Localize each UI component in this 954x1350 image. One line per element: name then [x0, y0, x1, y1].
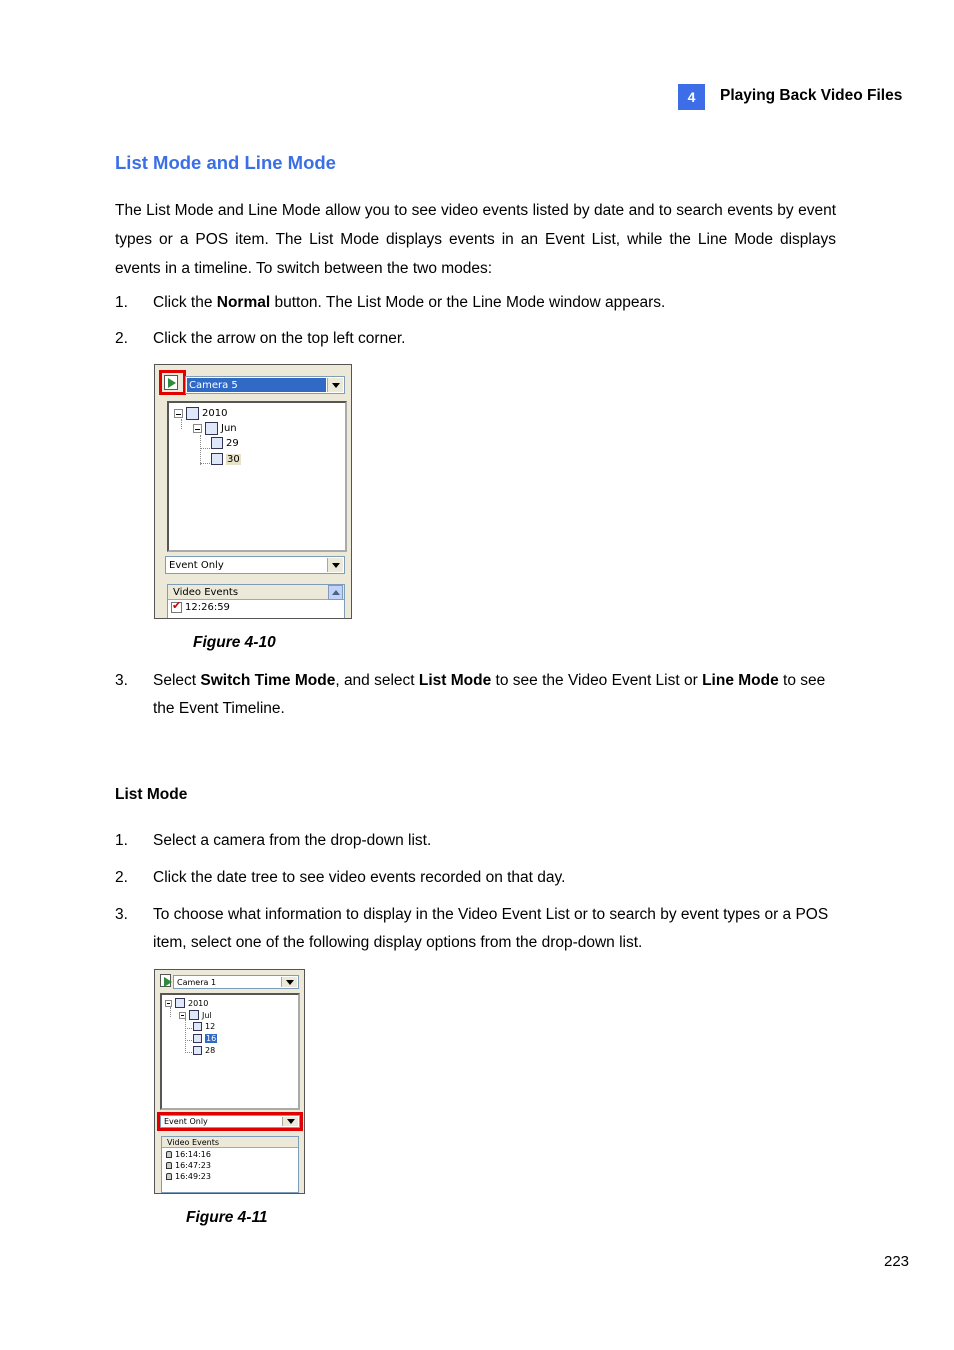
- chevron-down-icon[interactable]: [327, 378, 343, 392]
- camera-dropdown-value: Camera 5: [187, 378, 326, 392]
- tree-year[interactable]: 2010: [174, 407, 227, 420]
- list-item[interactable]: ✔ 12:26:59: [171, 602, 230, 613]
- subsection-title: List Mode: [115, 786, 188, 803]
- list-item[interactable]: 16:49:23: [166, 1172, 211, 1181]
- calendar-icon: [186, 407, 199, 420]
- step-text: Click the arrow on the top left corner.: [153, 330, 406, 347]
- play-arrow-icon[interactable]: [160, 974, 171, 987]
- day-icon: [211, 453, 223, 465]
- highlight-box: [157, 1112, 303, 1131]
- scroll-up-button[interactable]: [328, 585, 343, 600]
- list-header: Video Events: [162, 1137, 298, 1148]
- tree-day[interactable]: 28: [193, 1046, 215, 1055]
- tree-day-selected[interactable]: 30: [211, 453, 241, 465]
- collapse-icon[interactable]: [165, 1000, 172, 1007]
- day-icon: [193, 1034, 202, 1043]
- day-icon: [211, 437, 223, 449]
- display-option-value: Event Only: [164, 1117, 208, 1126]
- tree-day-selected[interactable]: 16: [193, 1034, 217, 1043]
- list-item[interactable]: 16:47:23: [166, 1161, 211, 1170]
- day-icon: [193, 1022, 202, 1031]
- tree-day[interactable]: 12: [193, 1022, 215, 1031]
- chevron-down-icon[interactable]: [327, 558, 343, 572]
- step-number: 3.: [115, 906, 128, 923]
- calendar-month-icon: [205, 422, 218, 435]
- step-number: 2.: [115, 869, 128, 886]
- normal-button-ref: Normal: [216, 294, 271, 311]
- video-events-list[interactable]: [167, 584, 345, 619]
- figure-4-11-screenshot: [154, 969, 305, 1194]
- chapter-number-badge: 4: [678, 84, 705, 110]
- highlight-box: [159, 370, 186, 395]
- tree-month[interactable]: Jun: [193, 422, 237, 435]
- step-text: Click the Normal button. The List Mode or the Line Mode window appears.: [153, 294, 666, 311]
- lock-icon: [166, 1151, 172, 1158]
- calendar-icon: [175, 998, 185, 1008]
- step-number: 3.: [115, 672, 128, 689]
- step-text: Click the date tree to see video events recorded on that day.: [153, 869, 566, 886]
- camera-dropdown[interactable]: [173, 975, 299, 989]
- calendar-month-icon: [189, 1010, 199, 1020]
- figure-4-11-caption: Figure 4-11: [186, 1209, 268, 1226]
- display-option-value: Event Only: [169, 559, 224, 571]
- display-option-dropdown[interactable]: [165, 556, 345, 574]
- step-text: To choose what information to display in the Video Event List or to search by event types or a POS item, select one of the following display options from the drop-down list.: [153, 906, 829, 951]
- section-title: List Mode and Line Mode: [115, 152, 336, 173]
- camera-dropdown[interactable]: [185, 376, 345, 394]
- list-item[interactable]: 16:14:16: [166, 1150, 211, 1159]
- figure-4-10-screenshot: [154, 364, 352, 619]
- collapse-icon[interactable]: [193, 424, 202, 433]
- step-text: Select a camera from the drop-down list.: [153, 832, 432, 849]
- lock-icon: [166, 1162, 172, 1169]
- collapse-icon[interactable]: [179, 1012, 186, 1019]
- step-text: Select Switch Time Mode, and select List Mode to see the Video Event List or Line Mode to see the Event Timeline.: [153, 672, 826, 717]
- tree-year[interactable]: 2010: [165, 998, 208, 1008]
- step-number: 2.: [115, 330, 128, 347]
- video-events-list[interactable]: [161, 1136, 299, 1193]
- date-tree[interactable]: [167, 401, 347, 552]
- date-tree[interactable]: [160, 993, 300, 1110]
- lock-icon: [166, 1173, 172, 1180]
- figure-4-10-caption: Figure 4-10: [193, 634, 276, 651]
- intro-paragraph: The List Mode and Line Mode allow you to see video events listed by date and to search events by event types or a POS item. The List Mode displays events in an Event List, while the Line Mode displays events in a timeline. To switch between the two modes:: [115, 202, 836, 277]
- tree-month[interactable]: Jul: [179, 1010, 212, 1020]
- camera-dropdown-value: Camera 1: [177, 977, 217, 987]
- chevron-down-icon[interactable]: [281, 977, 297, 987]
- list-header: Video Events: [168, 585, 344, 600]
- chapter-title: Playing Back Video Files: [720, 87, 903, 104]
- collapse-icon[interactable]: [174, 409, 183, 418]
- step-number: 1.: [115, 832, 128, 849]
- day-icon: [193, 1046, 202, 1055]
- tree-day[interactable]: 29: [211, 437, 239, 449]
- step-number: 1.: [115, 294, 128, 311]
- page-number: 223: [884, 1253, 910, 1270]
- checkbox-icon[interactable]: [171, 602, 182, 613]
